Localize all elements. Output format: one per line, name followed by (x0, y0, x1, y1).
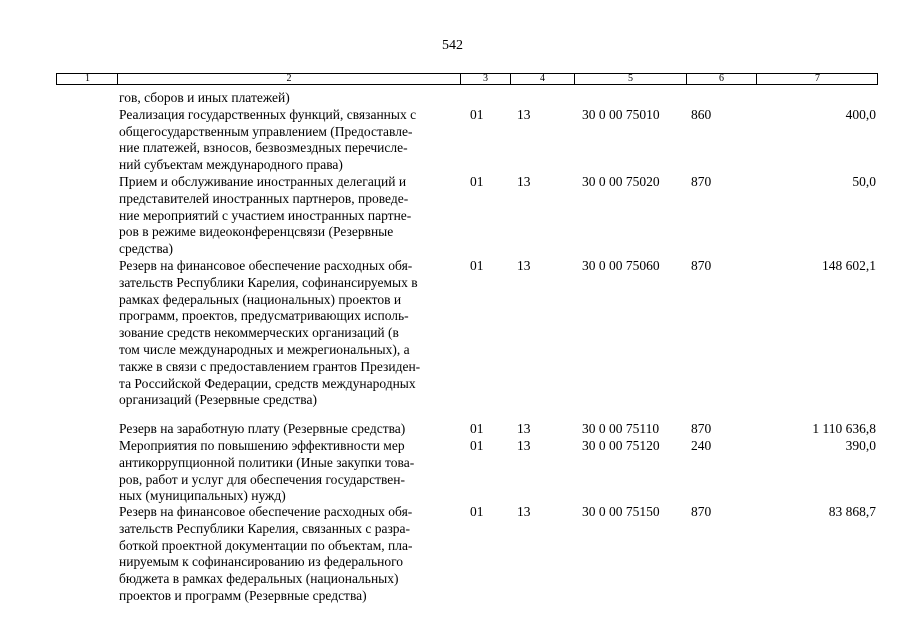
row-description: Резерв на финансовое обеспечение расходных обя- зательств Республики Карелия, связанных с разра- боткой проектной документации по объектам, пла- нируемым к софинансированию из федерального бюджета в рамках федеральных (национальных) проектов и программ (Резервные средства) (119, 504, 413, 603)
row-description: Прием и обслуживание иностранных делегаций и представителей иностранных партнеров, проведе- ние мероприятий с участием иностранных партне- ров в режиме видеоконференцсвязи (Резервные средства) (119, 174, 412, 257)
expense-type-code: 870 (691, 504, 712, 519)
row-description: гов, сборов и иных платежей) (119, 90, 290, 105)
row-description: Резерв на заработную плату (Резервные средства) (119, 421, 406, 436)
subsection-code: 13 (517, 174, 531, 189)
expense-type-code: 870 (691, 421, 712, 436)
subsection-code: 13 (517, 504, 531, 519)
target-article-code: 30 0 00 75120 (582, 438, 660, 453)
expense-type-code: 870 (691, 174, 712, 189)
header-cell-4: 4 (510, 74, 574, 84)
target-article-code: 30 0 00 75020 (582, 174, 660, 189)
subsection-code: 13 (517, 438, 531, 453)
section-code: 01 (470, 258, 484, 273)
header-cell-1: 1 (85, 73, 90, 84)
target-article-code: 30 0 00 75150 (582, 504, 660, 519)
row-description: Мероприятия по повышению эффективности мер антикоррупционной политики (Иные закупки това- ров, работ и услуг для обеспечения государствен- ных (муниципальных) нужд) (119, 438, 415, 504)
expense-type-code: 240 (691, 438, 712, 453)
subsection-code: 13 (517, 106, 531, 122)
header-cell-7: 7 (756, 74, 878, 84)
amount-value: 390,0 (845, 438, 876, 453)
table-header-row (56, 73, 878, 85)
target-article-code: 30 0 00 75110 (582, 421, 660, 436)
target-article-code: 30 0 00 75060 (582, 258, 660, 273)
section-code: 01 (470, 438, 484, 453)
header-cell-5: 5 (574, 74, 686, 84)
header-cell-3: 3 (460, 74, 510, 84)
row-description: Резерв на финансовое обеспечение расходных обя- зательств Республики Карелия, софинансируемых в рамках федеральных (национальных) проектов и программ, проектов, предусматривающих исполь- зование средств некоммерческих организаций (в том числе международных и межрегиональных), а также в связи с предоставлением грантов Президен- та Российской Федерации, средств международных организаций (Резервные средства) (119, 258, 421, 408)
header-cell-6: 6 (686, 74, 756, 84)
amount-value: 83 868,7 (828, 504, 876, 519)
subsection-code: 13 (517, 258, 531, 273)
row-description: Реализация государственных функций, связанных с общегосударственным управлением (Предоставле- ние платежей, взносов, безвозмездных перечисле- ний субъектам международного права) (119, 106, 417, 173)
expense-type-code: 870 (691, 258, 712, 273)
subsection-code: 13 (517, 421, 531, 436)
amount-value: 50,0 (852, 174, 876, 189)
expense-type-code: 860 (691, 106, 712, 122)
section-code: 01 (470, 504, 484, 519)
target-article-code: 30 0 00 75010 (582, 106, 660, 122)
amount-value: 148 602,1 (822, 258, 876, 273)
amount-value: 1 110 636,8 (812, 421, 876, 436)
header-cell-2: 2 (117, 74, 460, 84)
section-code: 01 (470, 174, 484, 189)
section-code: 01 (470, 421, 484, 436)
section-code: 01 (470, 106, 484, 122)
amount-value: 400,0 (845, 106, 876, 122)
page-number: 542 (442, 38, 463, 53)
